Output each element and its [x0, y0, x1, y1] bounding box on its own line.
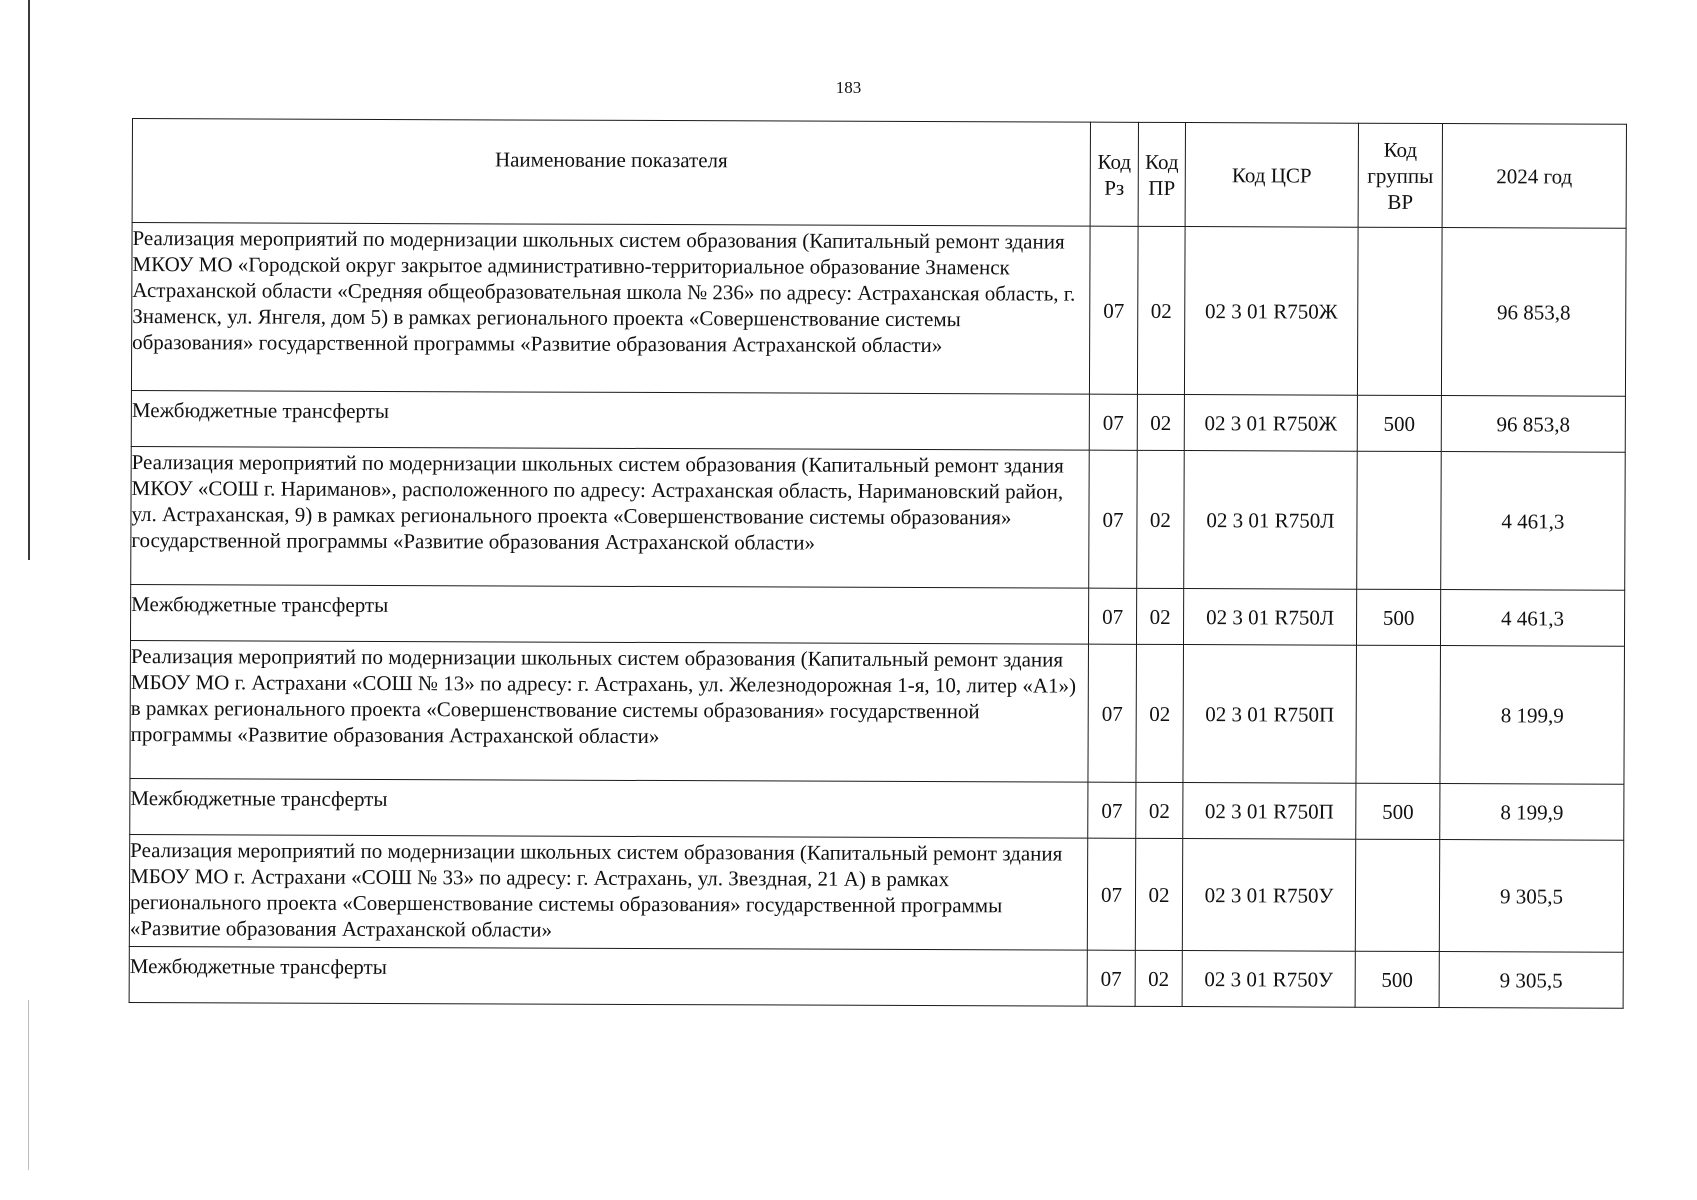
- row-amount: 96 853,8: [1441, 228, 1626, 397]
- row-indicator-name: Межбюджетные трансферты: [131, 390, 1089, 450]
- row-indicator-name: Межбюджетные трансферты: [130, 584, 1088, 644]
- table-row: [131, 446, 1626, 590]
- row-code-vr: 500: [1357, 395, 1441, 451]
- table-row: [129, 946, 1623, 1008]
- row-code-rz: 07: [1088, 588, 1136, 644]
- row-code-rz: 07: [1087, 838, 1135, 950]
- row-amount: 9 305,5: [1439, 840, 1623, 953]
- row-amount: 4 461,3: [1440, 590, 1624, 647]
- row-code-rz: 07: [1089, 226, 1138, 394]
- row-code-pr: 02: [1136, 782, 1183, 838]
- row-code-csr: 02 3 01 R750Л: [1184, 451, 1358, 590]
- row-code-pr: 02: [1137, 394, 1184, 450]
- row-code-vr: [1357, 227, 1442, 395]
- page-number: 183: [835, 78, 862, 97]
- row-code-rz: 07: [1087, 950, 1135, 1006]
- row-code-pr: 02: [1137, 450, 1185, 588]
- table-row: [130, 584, 1624, 646]
- row-code-csr: 02 3 01 R750П: [1183, 645, 1357, 784]
- row-code-vr: 500: [1355, 951, 1439, 1007]
- table-header-row: [132, 119, 1626, 229]
- row-code-csr: 02 3 01 R750Ж: [1184, 227, 1358, 396]
- row-code-csr: 02 3 01 R750У: [1182, 839, 1355, 952]
- row-amount: 96 853,8: [1441, 396, 1625, 453]
- row-code-rz: 07: [1089, 394, 1137, 450]
- budget-table-container: [129, 118, 1626, 1009]
- row-code-vr: [1356, 645, 1441, 783]
- row-code-vr: 500: [1356, 589, 1440, 645]
- row-code-vr: 500: [1356, 783, 1440, 839]
- row-amount: 8 199,9: [1440, 784, 1624, 841]
- row-code-csr: 02 3 01 R750У: [1182, 951, 1355, 1008]
- table-row: [130, 640, 1625, 784]
- table-row: [131, 223, 1626, 397]
- row-amount: 9 305,5: [1439, 952, 1623, 1009]
- row-code-pr: 02: [1137, 226, 1185, 394]
- row-indicator-name: Реализация мероприятий по модернизации школьных систем образования (Капитальный ремонт здания МКОУ МО «Городской округ закрытое административно-территориальное образование Знаменск Астраханской области «Средняя общеобразовательная школа № 236» по адресу: Астраханская область, г. Знаменск, ул. Янгеля, дом 5) в рамках регионального проекта «Совершенствование системы образования» государственной программы «Развитие образования Астраханской области»: [131, 223, 1090, 395]
- row-code-rz: 07: [1088, 782, 1136, 838]
- scan-border-line: [28, 1000, 29, 1170]
- row-code-csr: 02 3 01 R750П: [1183, 783, 1356, 840]
- row-indicator-name: Межбюджетные трансферты: [129, 946, 1087, 1006]
- header-indicator-name: Наименование показателя: [132, 119, 1090, 227]
- header-code-pr: Код ПР: [1138, 122, 1185, 226]
- row-code-rz: 07: [1088, 644, 1137, 782]
- budget-table: [129, 118, 1627, 1009]
- row-indicator-name: Реализация мероприятий по модернизации школьных систем образования (Капитальный ремонт здания МБОУ МО г. Астрахани «СОШ № 33» по адресу: г. Астрахань, ул. Звездная, 21 А) в рамках регионального проекта «Совершенствование системы образования» государственной программы «Развитие образования Астраханской области»: [129, 834, 1087, 950]
- table-row: [130, 778, 1624, 840]
- row-code-csr: 02 3 01 R750Ж: [1184, 395, 1357, 452]
- row-indicator-name: Реализация мероприятий по модернизации школьных систем образования (Капитальный ремонт здания МБОУ МО г. Астрахани «СОШ № 13» по адресу: г. Астрахань, ул. Железнодорожная 1-я, 10, литер «А1») в рамках регионального проекта «Совершенствование системы образования» государственной программы «Развитие образования Астраханской области»: [130, 640, 1089, 782]
- header-code-rz: Код Рз: [1090, 122, 1138, 226]
- row-code-pr: 02: [1136, 644, 1184, 782]
- header-year-2024: 2024 год: [1442, 124, 1626, 229]
- row-code-pr: 02: [1136, 588, 1183, 644]
- header-code-vr: Код группы ВР: [1358, 123, 1442, 227]
- row-code-vr: [1357, 451, 1442, 589]
- row-indicator-name: Реализация мероприятий по модернизации школьных систем образования (Капитальный ремонт здания МКОУ «СОШ г. Нариманов», расположенного по адресу: Астраханская область, Наримановский район, ул. Астраханская, 9) в рамках регионального проекта «Совершенствование системы образования» государственной программы «Развитие образования Астраханской области»: [131, 446, 1090, 588]
- row-indicator-name: Межбюджетные трансферты: [130, 778, 1088, 838]
- row-code-csr: 02 3 01 R750Л: [1183, 589, 1356, 646]
- table-row: [129, 834, 1623, 952]
- row-code-rz: 07: [1089, 450, 1138, 588]
- header-code-csr: Код ЦСР: [1185, 123, 1358, 228]
- row-amount: 4 461,3: [1441, 452, 1626, 591]
- table-row: [131, 390, 1625, 452]
- row-code-pr: 02: [1135, 950, 1182, 1006]
- row-amount: 8 199,9: [1440, 646, 1625, 785]
- row-code-pr: 02: [1135, 838, 1182, 950]
- row-code-vr: [1355, 839, 1439, 951]
